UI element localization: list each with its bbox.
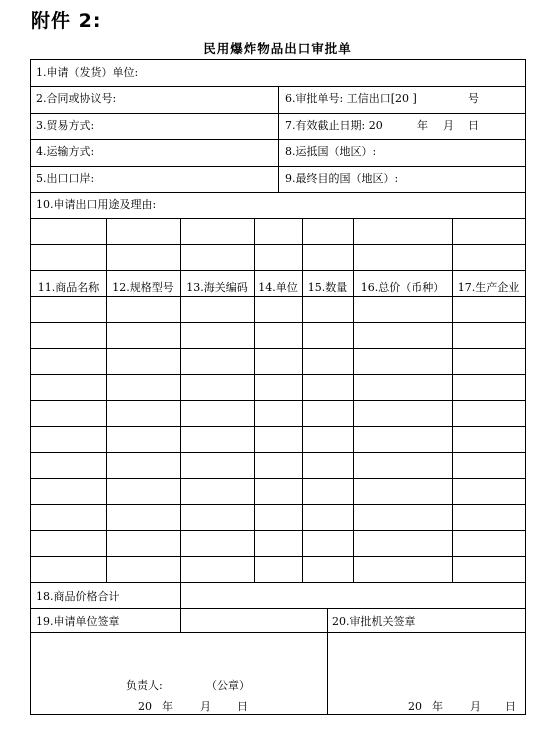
authority-year-label: 年 [432, 700, 443, 713]
valid-until-field[interactable]: 7.有效截止日期: 20 [285, 119, 383, 132]
approval-form [30, 59, 526, 715]
approval-no-field[interactable]: 6.审批单号: 工信出口[20 ] [285, 92, 417, 105]
valid-month-label: 月 [443, 119, 454, 132]
applicant-month-label: 月 [200, 700, 211, 713]
form-title: 民用爆炸物品出口审批单 [203, 41, 352, 56]
responsible-person-label: 负责人: [126, 679, 163, 692]
applicant-day-label: 日 [237, 700, 248, 713]
applicant-year-label: 年 [162, 700, 173, 713]
official-seal-label: （公章） [206, 679, 250, 692]
contract-no-field[interactable]: 2.合同或协议号: [36, 92, 117, 105]
final-country-field[interactable]: 9.最终目的国（地区）: [285, 172, 399, 185]
authority-month-label: 月 [470, 700, 481, 713]
authority-day-label: 日 [505, 700, 516, 713]
column-header: 16.总价（币种） [360, 281, 445, 294]
column-header: 12.规格型号 [112, 281, 174, 294]
valid-day-label: 日 [468, 119, 479, 132]
applicant-date-year: 20 [138, 700, 152, 713]
approval-no-suffix: 号 [468, 92, 479, 105]
destination-country-field[interactable]: 8.运抵国（地区）: [285, 145, 377, 158]
column-header: 13.海关编码 [186, 281, 248, 294]
authority-seal-label: 20.审批机关签章 [332, 615, 416, 628]
applicant-field[interactable]: 1.申请（发货）单位: [36, 66, 139, 79]
total-price-label: 18.商品价格合计 [36, 590, 120, 603]
column-header: 17.生产企业 [457, 281, 520, 294]
applicant-seal-label: 19.申请单位签章 [36, 615, 120, 628]
attachment-title: 附件 2: [31, 10, 102, 32]
export-port-field[interactable]: 5.出口口岸: [36, 172, 95, 185]
trade-mode-field[interactable]: 3.贸易方式: [36, 119, 95, 132]
authority-date-year: 20 [408, 700, 422, 713]
valid-year-label: 年 [417, 119, 428, 132]
column-header: 11.商品名称 [37, 281, 100, 294]
column-header: 14.单位 [258, 281, 298, 294]
transport-mode-field[interactable]: 4.运输方式: [36, 145, 95, 158]
column-header: 15.数量 [307, 281, 348, 294]
purpose-field[interactable]: 10.申请出口用途及理由: [36, 198, 157, 211]
